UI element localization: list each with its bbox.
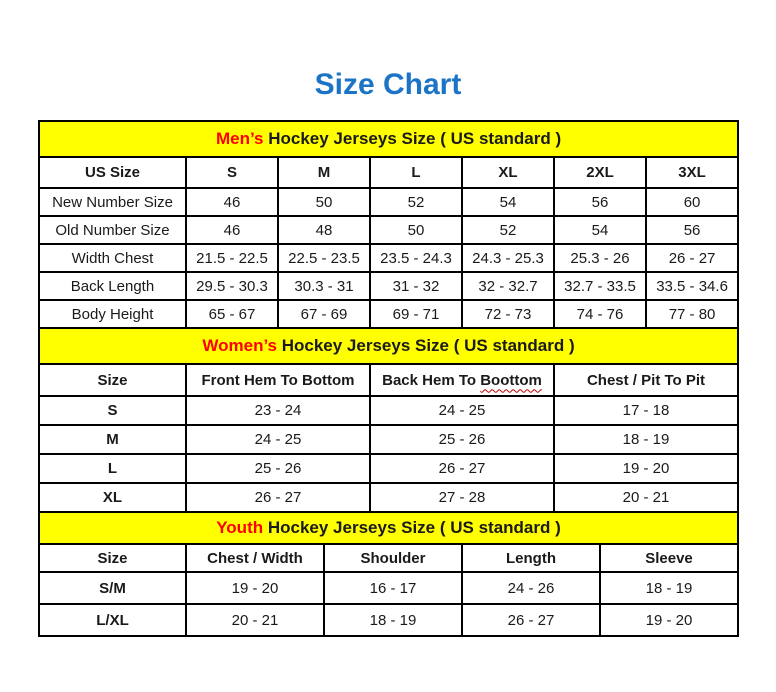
size-cell: 23.5 - 24.3	[370, 244, 462, 272]
size-cell: 69 - 71	[370, 300, 462, 328]
size-cell: 67 - 69	[278, 300, 370, 328]
size-cell: 24 - 25	[186, 425, 370, 454]
size-cell: 25 - 26	[186, 454, 370, 483]
section-band-womens	[39, 328, 738, 364]
size-table-youth	[38, 511, 739, 637]
size-cell: 31 - 32	[370, 272, 462, 300]
size-cell: 26 - 27	[186, 483, 370, 512]
column-header: Chest / Pit To Pit	[554, 364, 738, 396]
size-cell: 32 - 32.7	[462, 272, 554, 300]
size-cell: 48	[278, 216, 370, 244]
section-band-youth	[39, 512, 738, 544]
column-header: Chest / Width	[186, 544, 324, 572]
page-title: Size Chart	[314, 68, 462, 101]
size-cell: 19 - 20	[600, 604, 738, 636]
size-cell: 27 - 28	[370, 483, 554, 512]
row-label: L/XL	[39, 604, 186, 636]
column-header: Shoulder	[324, 544, 462, 572]
table-row	[39, 454, 738, 483]
column-header: 3XL	[646, 157, 738, 188]
column-header: Sleeve	[600, 544, 738, 572]
size-cell: 19 - 20	[186, 572, 324, 604]
section-title-text: Hockey Jerseys Size ( US standard )	[263, 518, 561, 537]
size-cell: 16 - 17	[324, 572, 462, 604]
table-row	[39, 188, 738, 216]
column-header: Length	[462, 544, 600, 572]
size-cell: 52	[370, 188, 462, 216]
section-title-highlight: Women’s	[202, 336, 277, 355]
misspelled-word: Boottom	[480, 371, 542, 389]
size-cell: 32.7 - 33.5	[554, 272, 646, 300]
size-table-womens	[38, 327, 739, 513]
size-cell: 24.3 - 25.3	[462, 244, 554, 272]
row-label: Body Height	[39, 300, 186, 328]
size-cell: 26 - 27	[370, 454, 554, 483]
header-row	[39, 157, 738, 188]
band-row	[39, 512, 738, 544]
band-row	[39, 121, 738, 157]
size-cell: 23 - 24	[186, 396, 370, 425]
size-cell: 24 - 26	[462, 572, 600, 604]
size-cell: 26 - 27	[462, 604, 600, 636]
row-label: XL	[39, 483, 186, 512]
table-row	[39, 396, 738, 425]
size-cell: 18 - 19	[324, 604, 462, 636]
row-label: L	[39, 454, 186, 483]
size-chart	[38, 120, 737, 637]
size-cell: 50	[370, 216, 462, 244]
size-cell: 50	[278, 188, 370, 216]
size-cell: 77 - 80	[646, 300, 738, 328]
row-label: M	[39, 425, 186, 454]
column-header: M	[278, 157, 370, 188]
row-label: S/M	[39, 572, 186, 604]
size-cell: 56	[554, 188, 646, 216]
size-cell: 26 - 27	[646, 244, 738, 272]
size-cell: 19 - 20	[554, 454, 738, 483]
size-cell: 46	[186, 216, 278, 244]
section-title-highlight: Men’s	[215, 129, 264, 148]
section-title-text: Hockey Jerseys Size ( US standard )	[263, 129, 562, 148]
size-cell: 25.3 - 26	[554, 244, 646, 272]
size-cell: 54	[462, 188, 554, 216]
size-cell: 52	[462, 216, 554, 244]
size-cell: 21.5 - 22.5	[186, 244, 278, 272]
size-cell: 30.3 - 31	[278, 272, 370, 300]
band-row	[39, 328, 738, 364]
column-header: S	[186, 157, 278, 188]
table-row	[39, 244, 738, 272]
section-title-highlight: Youth	[216, 518, 264, 537]
table-row	[39, 300, 738, 328]
column-header: 2XL	[554, 157, 646, 188]
size-cell: 46	[186, 188, 278, 216]
column-header: Size	[39, 364, 186, 396]
row-label: S	[39, 396, 186, 425]
size-cell: 22.5 - 23.5	[278, 244, 370, 272]
row-label: Width Chest	[39, 244, 186, 272]
column-header: Front Hem To Bottom	[186, 364, 370, 396]
size-cell: 74 - 76	[554, 300, 646, 328]
table-row	[39, 572, 738, 604]
size-cell: 60	[646, 188, 738, 216]
row-label: Back Length	[39, 272, 186, 300]
size-cell: 24 - 25	[370, 396, 554, 425]
size-cell: 18 - 19	[600, 572, 738, 604]
table-row	[39, 272, 738, 300]
size-cell: 54	[554, 216, 646, 244]
column-header-misspelled	[370, 364, 554, 396]
size-cell: 25 - 26	[370, 425, 554, 454]
size-table-mens	[38, 120, 739, 329]
column-header-text: Back Hem To	[382, 371, 481, 389]
column-header: Size	[39, 544, 186, 572]
table-row	[39, 483, 738, 512]
size-cell: 33.5 - 34.6	[646, 272, 738, 300]
size-cell: 29.5 - 30.3	[186, 272, 278, 300]
header-row	[39, 544, 738, 572]
size-cell: 17 - 18	[554, 396, 738, 425]
column-header: US Size	[39, 157, 186, 188]
header-row	[39, 364, 738, 396]
table-row	[39, 216, 738, 244]
section-band-mens	[39, 121, 738, 157]
size-cell: 20 - 21	[554, 483, 738, 512]
column-header: L	[370, 157, 462, 188]
size-cell: 20 - 21	[186, 604, 324, 636]
size-cell: 65 - 67	[186, 300, 278, 328]
size-cell: 56	[646, 216, 738, 244]
size-cell: 72 - 73	[462, 300, 554, 328]
column-header: XL	[462, 157, 554, 188]
size-cell: 18 - 19	[554, 425, 738, 454]
section-title-text: Hockey Jerseys Size ( US standard )	[277, 336, 575, 355]
table-row	[39, 425, 738, 454]
row-label: New Number Size	[39, 188, 186, 216]
row-label: Old Number Size	[39, 216, 186, 244]
table-row	[39, 604, 738, 636]
